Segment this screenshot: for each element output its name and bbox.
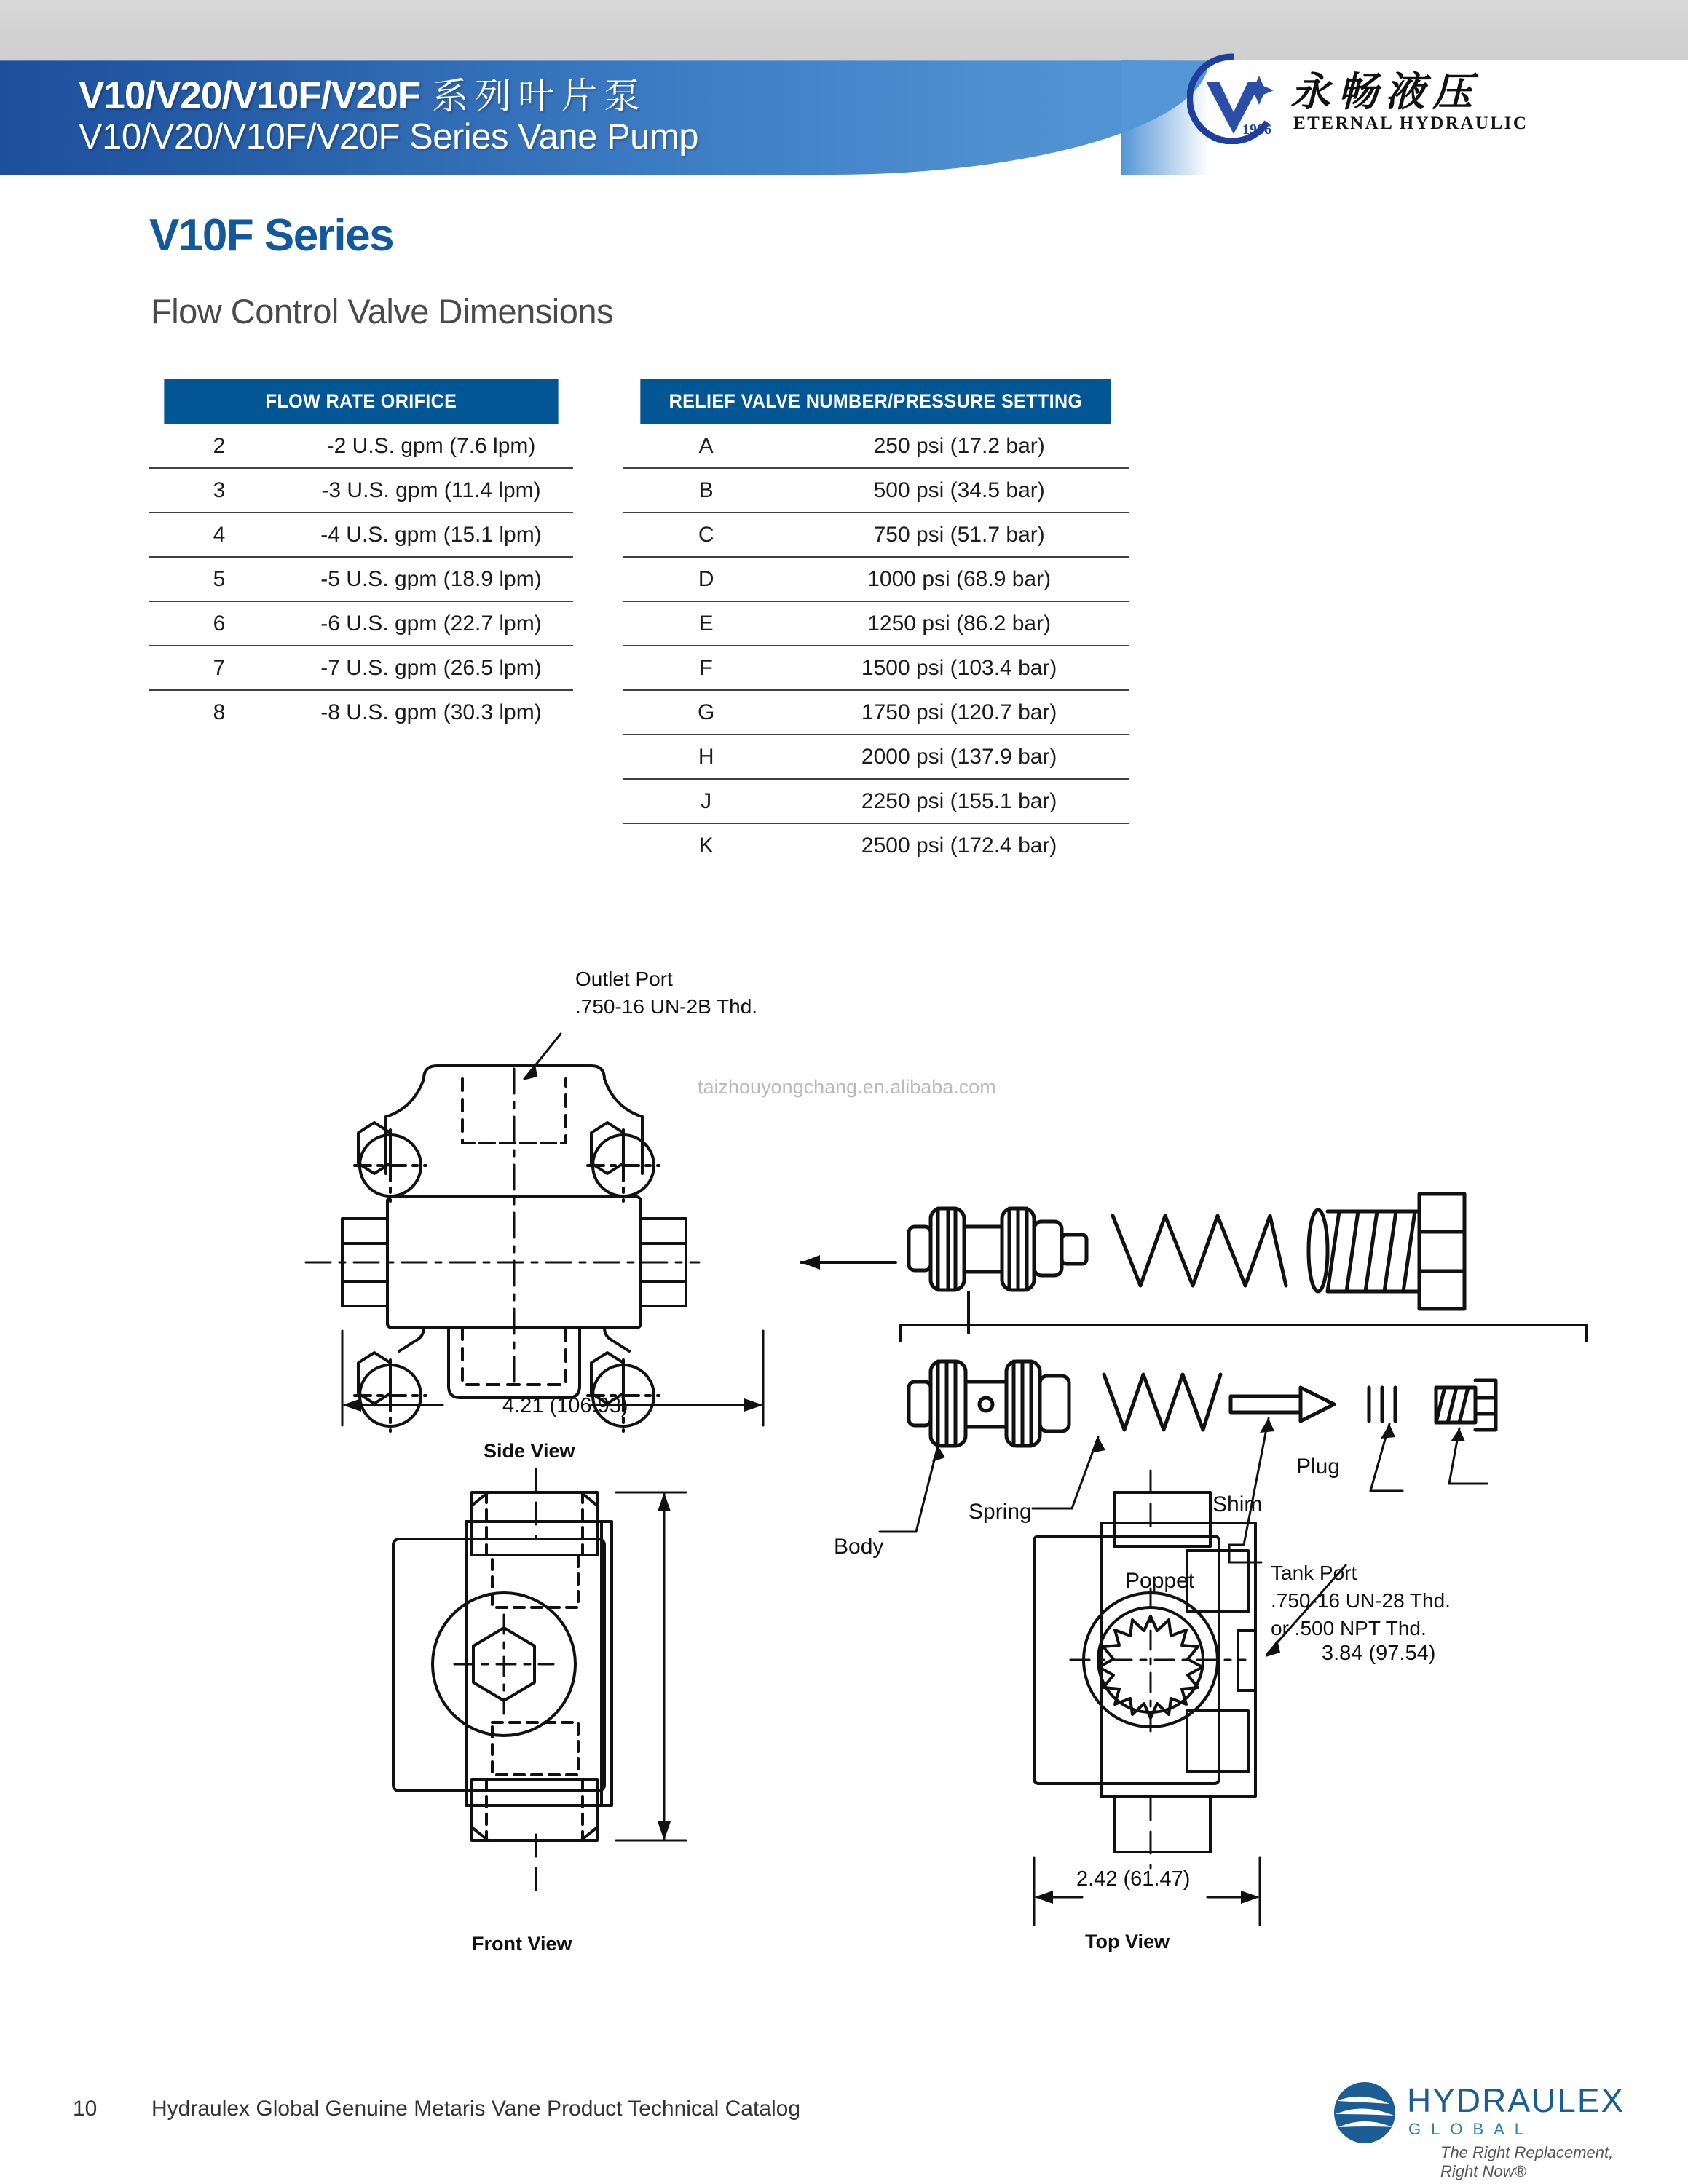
relief-valve-pressure: 1250 psi (86.2 bar)	[789, 601, 1129, 646]
flow-orifice-value: -7 U.S. gpm (26.5 lpm)	[289, 646, 573, 690]
part-label-spring: Spring	[969, 1500, 1032, 1524]
flow-orifice-code: 2	[149, 424, 289, 468]
relief-valve-code: J	[623, 779, 789, 823]
front-view-dimension: 3.84 (97.54)	[1322, 1642, 1436, 1665]
flow-orifice-value: -6 U.S. gpm (22.7 lpm)	[289, 601, 573, 646]
relief-valve-pressure: 1750 psi (120.7 bar)	[789, 690, 1129, 735]
table-row	[149, 601, 573, 646]
outlet-port-note	[575, 965, 757, 1021]
table-row	[149, 424, 573, 468]
top-view-drawing	[1034, 1471, 1346, 1925]
eternal-hydraulic-logo-icon	[1187, 52, 1280, 144]
flow-orifice-code: 7	[149, 646, 289, 690]
footer-page-number: 10	[73, 2097, 98, 2121]
outlet-port-label: Outlet Port	[575, 968, 673, 990]
flow-rate-orifice-table	[149, 379, 573, 734]
hydraulex-globe-icon	[1331, 2079, 1398, 2146]
relief-valve-code: G	[623, 690, 789, 735]
tank-port-note	[1271, 1559, 1451, 1642]
flow-orifice-value: -4 U.S. gpm (15.1 lpm)	[289, 513, 573, 557]
tank-port-thread1: .750-16 UN-28 Thd.	[1271, 1589, 1451, 1612]
table-row	[623, 690, 1129, 735]
relief-valve-pressure: 250 psi (17.2 bar)	[789, 424, 1129, 468]
front-view-caption: Front View	[472, 1933, 572, 1955]
tank-port-thread2: or .500 NPT Thd.	[1271, 1617, 1427, 1639]
relief-valve-code: K	[698, 833, 714, 858]
relief-valve-table-body	[623, 424, 1129, 867]
outlet-port-thread: .750-16 UN-2B Thd.	[575, 995, 758, 1018]
table-row	[623, 646, 1129, 690]
relief-valve-pressure: 500 psi (34.5 bar)	[789, 468, 1129, 513]
relief-valve-pressure: 2250 psi (155.1 bar)	[789, 779, 1129, 823]
part-label-body: Body	[834, 1535, 884, 1559]
company-logo-english: ETERNAL HYDRAULIC	[1293, 114, 1529, 133]
hydraulex-global-text: GLOBAL	[1408, 2120, 1534, 2138]
side-view-caption: Side View	[484, 1440, 575, 1462]
tank-port-label: Tank Port	[1271, 1562, 1357, 1584]
footer-catalog-text: Hydraulex Global Genuine Metaris Vane Product Technical Catalog	[151, 2097, 801, 2121]
page-title: V10F Series	[149, 210, 394, 261]
flow-orifice-value: -2 U.S. gpm (7.6 lpm)	[289, 424, 573, 468]
flow-orifice-code: 4	[149, 513, 289, 557]
header-title-latin: V10/V20/V10F/V20F	[79, 74, 421, 117]
hydraulex-tagline: The Right Replacement, Right Now®	[1440, 2143, 1614, 2180]
hydraulex-wordmark: HYDRAULEX	[1407, 2081, 1625, 2119]
relief-valve-pressure: 2000 psi (137.9 bar)	[789, 735, 1129, 779]
flow-orifice-code: 8	[213, 700, 226, 724]
relief-valve-code: B	[623, 468, 789, 513]
relief-valve-pressure: 750 psi (51.7 bar)	[789, 513, 1129, 557]
flow-orifice-code: 3	[149, 468, 289, 513]
page-subtitle: Flow Control Valve Dimensions	[151, 292, 614, 331]
flow-orifice-code: 5	[149, 557, 289, 601]
watermark-text: taizhouyongchang.en.alibaba.com	[698, 1076, 996, 1098]
relief-valve-pressure: 2500 psi (172.4 bar)	[861, 833, 1057, 858]
company-logo	[1187, 51, 1551, 146]
relief-valve-pressure: 1500 psi (103.4 bar)	[789, 646, 1129, 690]
table-row	[149, 646, 573, 690]
table-row	[623, 823, 1129, 867]
flow-orifice-value: -3 U.S. gpm (11.4 lpm)	[289, 468, 573, 513]
side-view-dimension: 4.21 (106.93)	[502, 1394, 628, 1417]
header-title-line2: V10/V20/V10F/V20F Series Vane Pump	[79, 117, 698, 157]
relief-valve-code: F	[623, 646, 789, 690]
relief-valve-code: C	[623, 513, 789, 557]
relief-valve-table	[623, 379, 1129, 867]
flow-orifice-value: -5 U.S. gpm (18.9 lpm)	[289, 557, 573, 601]
top-view-dimension: 2.42 (61.47)	[1076, 1867, 1191, 1891]
logo-year-text: 1986	[1242, 122, 1271, 138]
table-row	[623, 424, 1129, 468]
part-label-poppet: Poppet	[1125, 1569, 1195, 1593]
part-label-plug: Plug	[1296, 1455, 1341, 1479]
flow-rate-table-body	[149, 424, 573, 734]
table-row	[623, 557, 1129, 601]
relief-valve-code: E	[623, 601, 789, 646]
side-view-drawing	[306, 1034, 763, 1431]
relief-valve-pressure: 1000 psi (68.9 bar)	[789, 557, 1129, 601]
front-view-drawing	[393, 1469, 686, 1896]
table-row	[623, 735, 1129, 779]
table-row	[149, 468, 573, 513]
relief-valve-table-header: RELIEF VALVE NUMBER/PRESSURE SETTING	[640, 379, 1111, 424]
relief-valve-code: H	[623, 735, 789, 779]
relief-valve-code: A	[623, 424, 789, 468]
flow-orifice-value: -8 U.S. gpm (30.3 lpm)	[320, 700, 542, 724]
table-row	[623, 601, 1129, 646]
table-row	[623, 779, 1129, 823]
header-title-line1	[79, 67, 647, 119]
table-row	[149, 557, 573, 601]
table-row	[623, 468, 1129, 513]
hydraulex-logo	[1331, 2076, 1652, 2180]
part-label-shim: Shim	[1212, 1492, 1263, 1516]
table-row	[149, 513, 573, 557]
table-row	[623, 513, 1129, 557]
table-row	[149, 690, 573, 734]
exploded-parts-drawing	[801, 1194, 1586, 1562]
flow-rate-table-header: FLOW RATE ORIFICE	[164, 379, 558, 424]
technical-drawings	[0, 895, 1688, 1987]
flow-orifice-code: 6	[149, 601, 289, 646]
top-view-caption: Top View	[1085, 1931, 1170, 1952]
header-title-chinese: 系列叶片泵	[432, 76, 647, 116]
relief-valve-code: D	[623, 557, 789, 601]
company-logo-chinese: 永畅液压	[1290, 70, 1480, 114]
